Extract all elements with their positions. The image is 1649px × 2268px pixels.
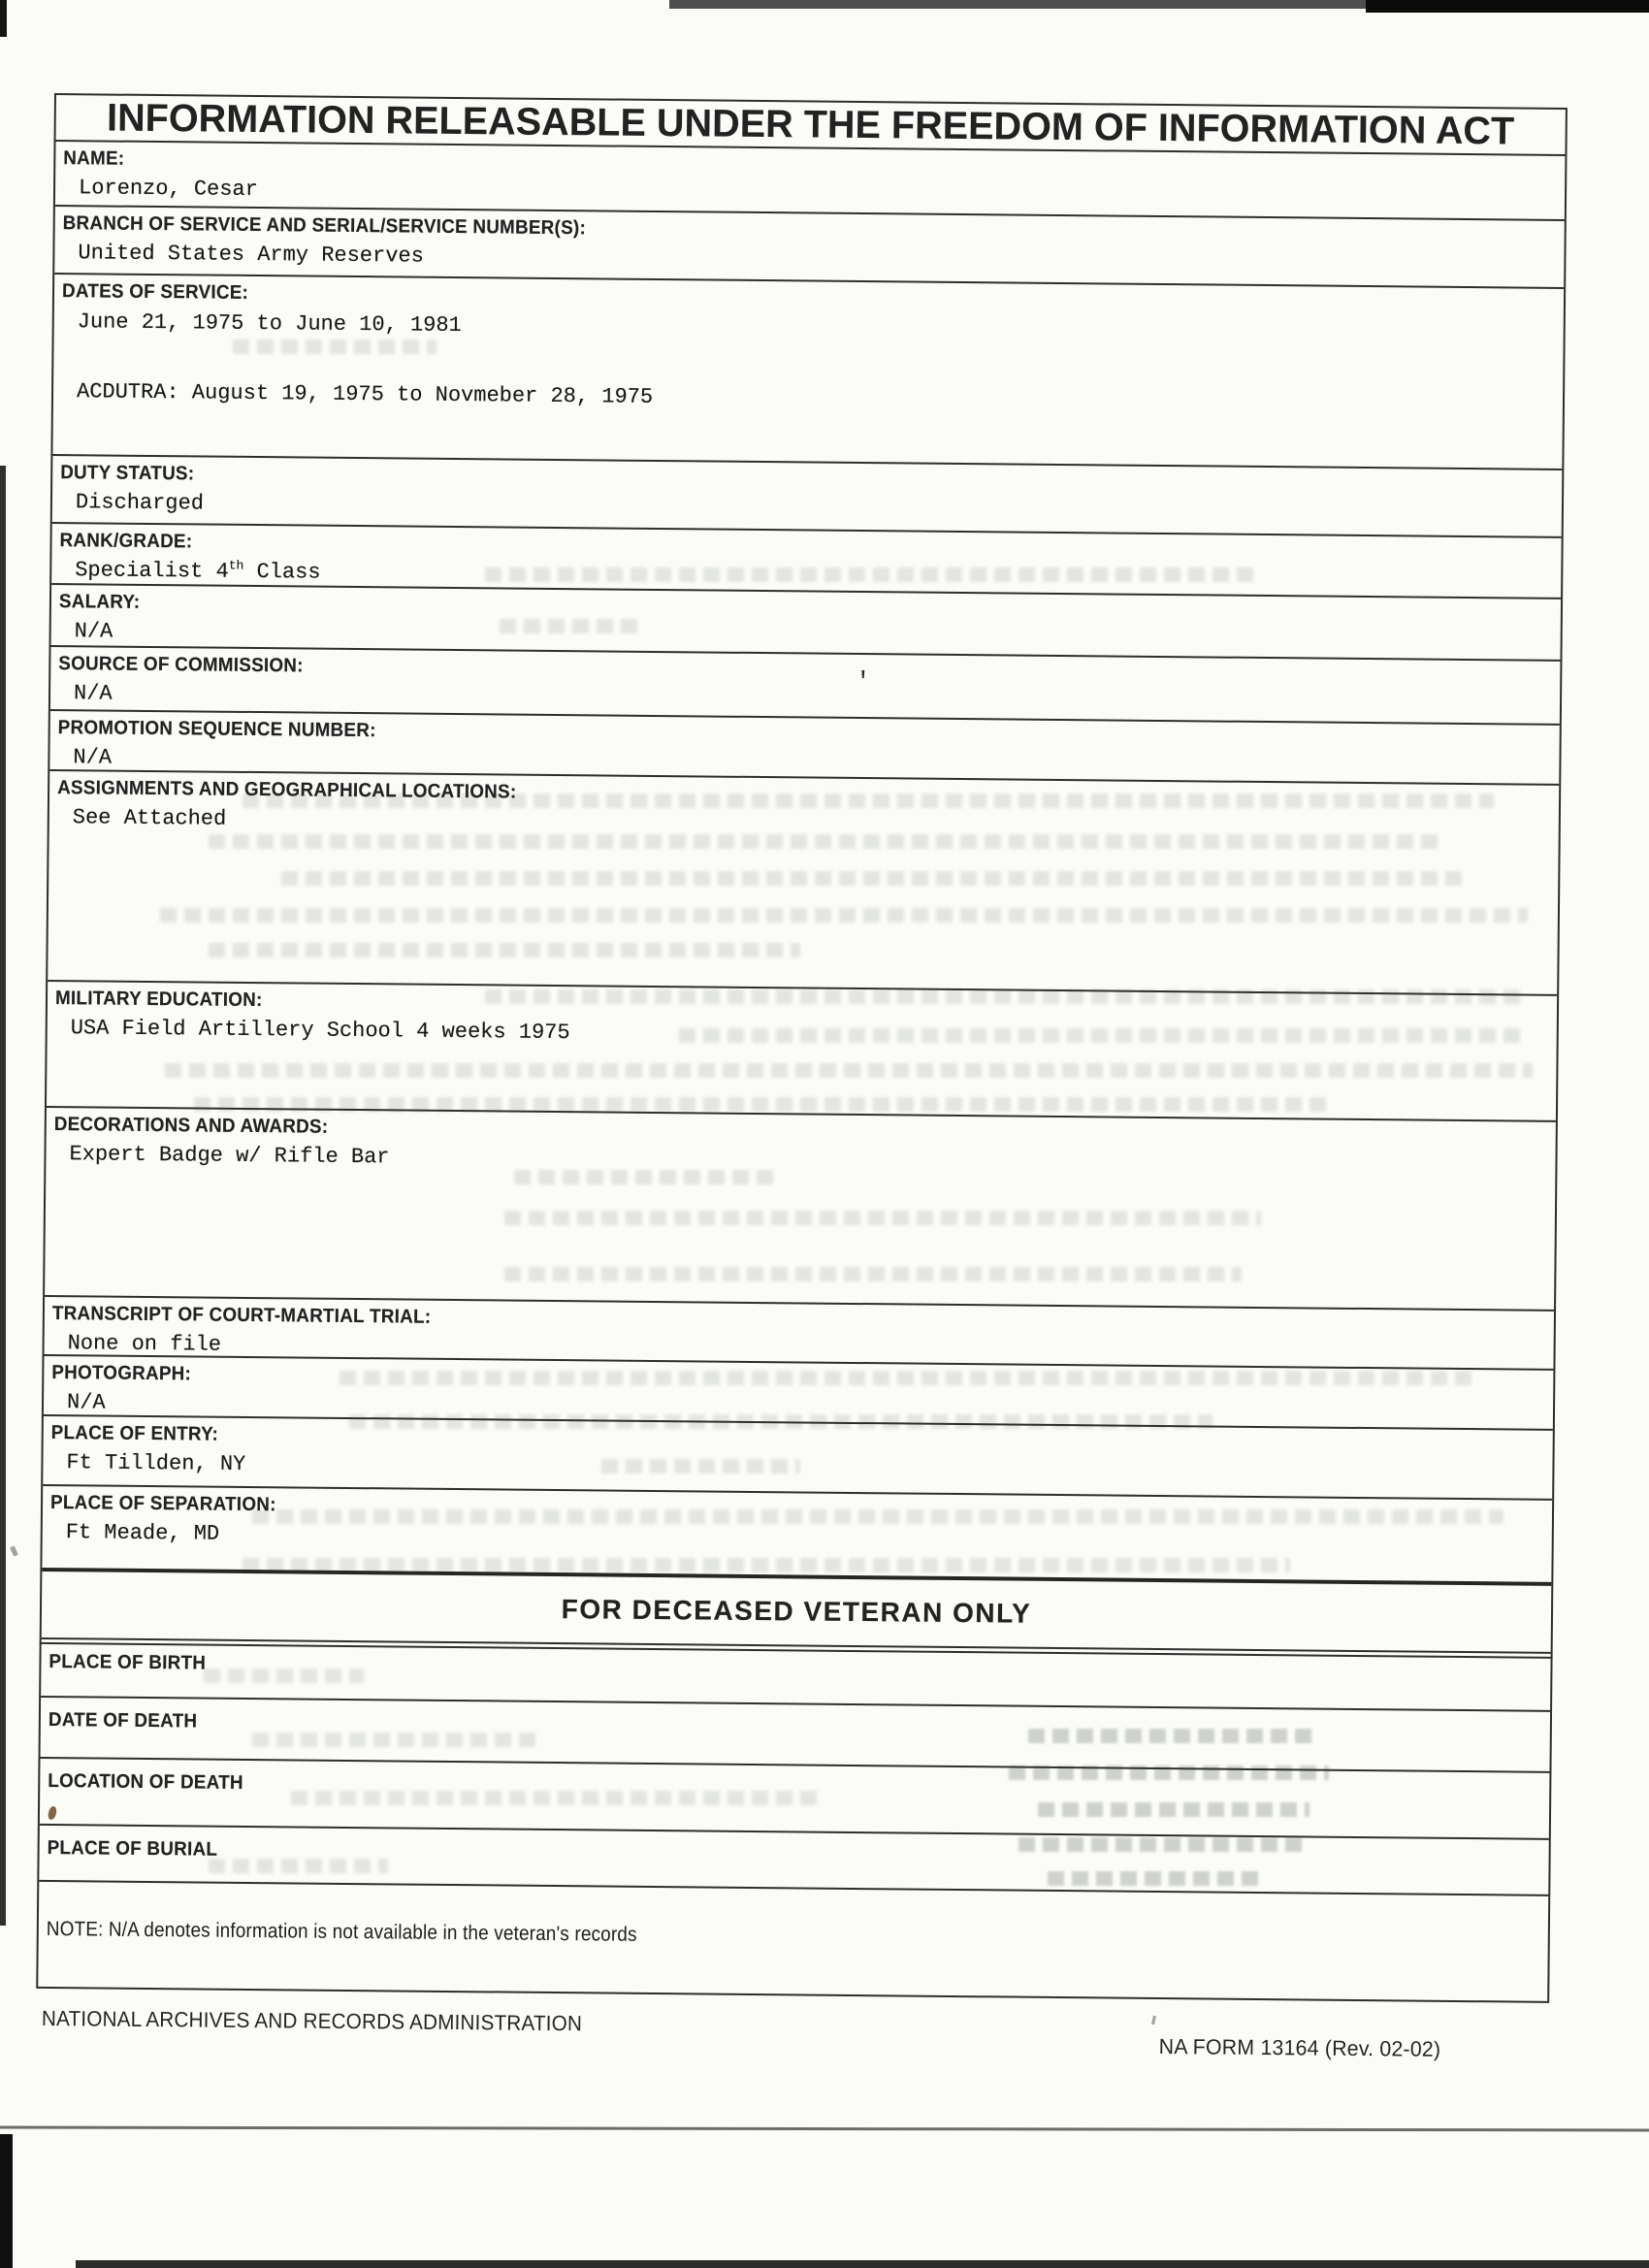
field-label: SALARY: (58, 591, 141, 613)
field-label: MILITARY EDUCATION: (54, 988, 263, 1012)
footer-agency-name: NATIONAL ARCHIVES AND RECORDS ADMINISTRATION (41, 2005, 583, 2036)
field-label: NAME: (63, 147, 125, 170)
note-row (38, 1880, 1548, 2001)
field-value: Ft Meade, MD (65, 1520, 220, 1546)
field-label: PLACE OF BIRTH (48, 1651, 207, 1674)
field-value: See Attached (72, 805, 227, 831)
footer-form-number: NA FORM 13164 (Rev. 02-02) (1158, 2034, 1441, 2061)
field-row-decorations-awards (45, 1106, 1556, 1310)
field-label: PLACE OF BURIAL (47, 1837, 218, 1861)
field-label: DUTY STATUS: (60, 462, 195, 485)
field-label: ASSIGNMENTS AND GEOGRAPHICAL LOCATIONS: (57, 777, 517, 803)
field-label: DATE OF DEATH (48, 1709, 198, 1733)
field-value: Ft Tillden, NY (66, 1450, 246, 1476)
field-label: SOURCE OF COMMISSION: (58, 653, 304, 677)
field-label: PHOTOGRAPH: (51, 1362, 192, 1385)
field-row-place-of-separation (42, 1484, 1552, 1582)
field-label: LOCATION OF DEATH (48, 1770, 243, 1794)
field-label: PLACE OF SEPARATION: (49, 1492, 276, 1516)
scanner-noise-bottom-band (76, 2260, 1649, 2268)
field-value: June 21, 1975 to June 10, 1981 ACDUTRA: August 19, 1975 to Novmeber 28, 1975 (76, 309, 654, 409)
field-label: PROMOTION SEQUENCE NUMBER: (57, 717, 376, 742)
field-value: United States Army Reserves (78, 241, 424, 269)
field-value: Discharged (75, 490, 205, 516)
scanner-edge-left-strip (0, 466, 6, 1926)
field-value: N/A (73, 681, 113, 706)
field-label: DATES OF SERVICE: (61, 280, 249, 304)
print-layer (35, 93, 1568, 2155)
rank-value-superscript: th (228, 558, 244, 573)
scanner-noise-top-left (0, 0, 7, 37)
deceased-section-title: FOR DECEASED VETERAN ONLY (561, 1594, 1032, 1629)
field-value: Expert Badge w/ Rifle Bar (69, 1142, 390, 1170)
scanner-edge-left-strip-bottom (0, 2134, 13, 2268)
field-value: N/A (73, 745, 113, 770)
rank-value-rest: Class (243, 559, 321, 585)
field-label: RANK/GRADE: (59, 530, 193, 553)
field-value: N/A (66, 1390, 106, 1415)
field-label: DECORATIONS AND AWARDS: (53, 1114, 329, 1138)
ink-speck-apostrophe: ' (856, 667, 871, 697)
page-title: INFORMATION RELEASABLE UNDER THE FREEDOM OF INFORMATION ACT (106, 96, 1515, 152)
field-row-military-education (47, 980, 1557, 1120)
field-label: BRANCH OF SERVICE AND SERIAL/SERVICE NUMBER(S): (62, 212, 587, 240)
field-value: Lorenzo, Cesar (78, 176, 259, 203)
field-label: TRANSCRIPT OF COURT-MARTIAL TRIAL: (51, 1303, 432, 1328)
rank-value-base: Specialist 4 (75, 558, 229, 584)
scanner-noise-top-right (1366, 0, 1649, 13)
form-box (36, 93, 1568, 2003)
field-value: USA Field Artillery School 4 weeks 1975 (70, 1016, 570, 1046)
field-row-assignments-locations (48, 769, 1559, 994)
field-row-dates-of-service (52, 273, 1564, 469)
field-value: None on file (67, 1331, 222, 1357)
field-label: PLACE OF ENTRY: (50, 1422, 219, 1445)
note-text: NOTE: N/A denotes information is not available in the veteran's records (46, 1918, 637, 1946)
field-value: N/A (74, 619, 113, 644)
